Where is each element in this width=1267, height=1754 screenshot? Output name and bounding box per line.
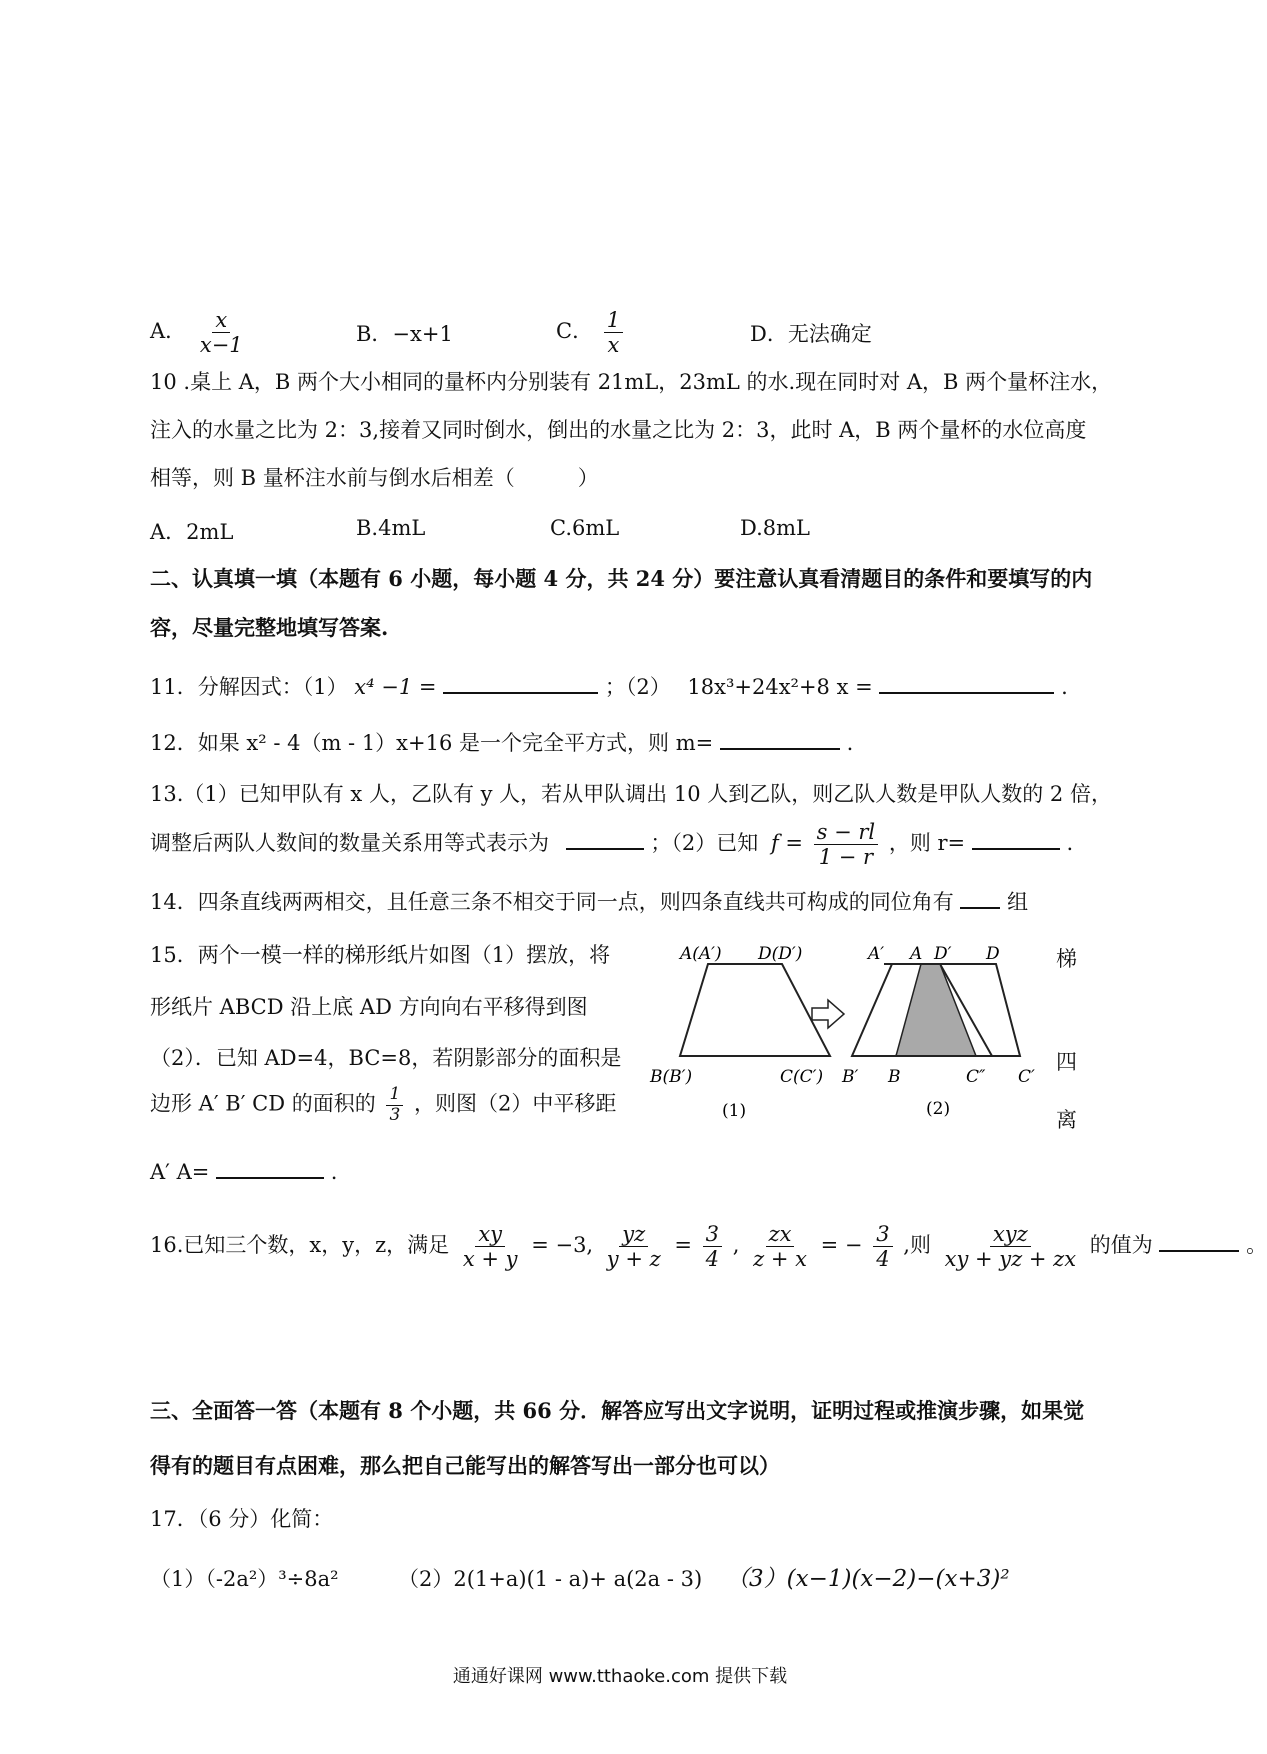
q13-line2c: ，则 r=: [888, 831, 966, 856]
q13-line2a: 调整后两队人数间的数量关系用等式表示为: [150, 831, 549, 856]
q17-part-3: （3）(x−1)(x−2)−(x+3)²: [726, 1566, 1010, 1592]
q15-line4b: ，则图（2）中平移距: [413, 1091, 617, 1116]
section3-heading-line2: 得有的题目有点困难，那么把自己能写出的解答写出一部分也可以）: [150, 1453, 780, 1478]
fig2-label-b: B: [888, 1067, 901, 1087]
q13-f-denominator: 1 − r: [818, 845, 874, 870]
fig2-label-b-prime: B′: [842, 1067, 859, 1087]
q16-tail: 的值为: [1089, 1233, 1153, 1258]
q16-frac-neg-three-quarters: [873, 1222, 892, 1271]
q16-f1-num: xy: [475, 1222, 505, 1247]
section3-heading-line1: 三、全面答一答（本题有 8 个小题，共 66 分．解答应写出文字说明，证明过程或推演步骤，如果觉: [150, 1398, 1085, 1423]
q13-blank-2[interactable]: [972, 828, 1060, 850]
fig1-label-c: C(C′): [780, 1067, 824, 1087]
trapezoid-figure: [640, 938, 1060, 1128]
fig1-label-a: A(A′): [680, 944, 722, 964]
q16-then: ,则: [903, 1233, 931, 1258]
q11-expr2: 18x³+24x²+8 x =: [687, 675, 873, 699]
q12-end: .: [846, 731, 854, 755]
q15-blank[interactable]: [216, 1157, 324, 1179]
q16-f2-num: yz: [619, 1222, 648, 1247]
fig1-caption: (1): [722, 1101, 747, 1121]
q16-f4-num: zx: [766, 1222, 795, 1247]
q13-line2b: ；（2）已知: [650, 831, 759, 856]
q16-f6-den: xy + yz + zx: [944, 1247, 1077, 1272]
q17-part-2: （2）2(1+a)(1 - a)+ a(2a - 3): [398, 1567, 703, 1591]
q11-blank-1[interactable]: [443, 672, 598, 694]
q16-frac-xy: [460, 1222, 521, 1271]
q14-text: 14．四条直线两两相交，且任意三条不相交于同一点，则四条直线共可构成的同位角有: [150, 890, 954, 914]
q16-f5-den: 4: [876, 1247, 890, 1272]
q15-line-2: 形纸片 ABCD 沿上底 AD 方向向右平移得到图: [150, 995, 588, 1019]
q16-end: 。: [1246, 1233, 1267, 1258]
q9-a-label: A．: [150, 319, 187, 344]
q12-text: 12．如果 x² - 4（m - 1）x+16 是一个完全平方式，则 m=: [150, 731, 714, 755]
q13-end: .: [1066, 831, 1074, 856]
q9-c-numerator: 1: [604, 308, 623, 333]
q16-f6-num: xyz: [990, 1222, 1031, 1247]
fig1-label-b: B(B′): [650, 1067, 693, 1087]
q16-eq2: =: [674, 1233, 692, 1258]
q16: [150, 1222, 1267, 1271]
fig2-shaded-region: [896, 964, 976, 1056]
q11-label: 11．分解因式：（1）: [150, 675, 348, 699]
q16-text: 16.已知三个数，x，y，z，满足: [150, 1233, 450, 1258]
q9-option-a: [150, 308, 250, 358]
fig1-label-d: D(D′): [758, 944, 803, 964]
q11-blank-2[interactable]: [879, 672, 1054, 694]
q14-end: 组: [1007, 890, 1029, 914]
q14-blank[interactable]: [960, 887, 1000, 909]
q15-line-3: （2）．已知 AD=4，BC=8，若阴影部分的面积是: [150, 1046, 622, 1070]
q17-part-1: （1）（-2a²）³÷8a²: [150, 1567, 339, 1591]
q10-option-d: D.8mL: [740, 516, 810, 540]
section2-heading-line1: 二、认真填一填（本题有 6 小题，每小题 4 分，共 24 分）要注意认真看清题目的条件和要填写的内: [150, 566, 1093, 591]
q15-frac-numerator: 1: [386, 1085, 403, 1106]
fig2-label-a-prime: A′: [868, 944, 885, 964]
q13-f-label: f =: [770, 831, 803, 856]
q9-option-b: B．−x+1: [356, 322, 453, 346]
q9-c-fraction: [604, 308, 623, 357]
q9-c-denominator: x: [607, 333, 620, 358]
q10-option-c: C.6mL: [550, 516, 620, 540]
q9-a-denominator: x−1: [199, 333, 243, 358]
q9-a-numerator: x: [212, 308, 230, 333]
q11: [150, 672, 1068, 700]
q16-frac-three-quarters: [703, 1222, 722, 1271]
q15-frac-denominator: 3: [389, 1104, 401, 1125]
fig2-label-d: D: [986, 944, 1000, 964]
fig1-trapezoid: [680, 964, 830, 1056]
q16-f3-num: 3: [703, 1222, 722, 1247]
q16-f2-den: y + z: [606, 1247, 661, 1272]
q16-frac-zx: [750, 1222, 810, 1271]
q15-line-4-tail: 离: [1056, 1108, 1077, 1132]
q12: [150, 728, 853, 756]
q15-line-1: 15．两个一模一样的梯形纸片如图（1）摆放，将: [150, 943, 611, 967]
q10-option-a: A．2mL: [150, 520, 234, 544]
q10-line-3: 相等，则 B 量杯注水前与倒水后相差（ ）: [150, 466, 599, 490]
fig2-label-c-double-prime: C″: [966, 1067, 986, 1087]
q11-end: .: [1061, 675, 1068, 699]
right-arrow-icon: [812, 1000, 844, 1028]
q16-f4-den: z + x: [753, 1247, 807, 1272]
fig2-caption: (2): [926, 1099, 951, 1119]
q16-frac-xyz: [942, 1222, 1079, 1271]
q16-blank[interactable]: [1159, 1230, 1239, 1252]
q10-option-b: B.4mL: [356, 516, 426, 540]
q16-f1-den: x + y: [462, 1247, 518, 1272]
q16-v1: = −3,: [531, 1233, 594, 1258]
page-footer: 通通好课网 www.tthaoke.com 提供下载: [452, 1666, 788, 1687]
q14: [150, 887, 1028, 915]
q17-title: 17．（6 分）化简：: [150, 1507, 334, 1531]
q15-line5-label: A′ A=: [150, 1160, 210, 1184]
q15-line-4: [150, 1085, 616, 1125]
q15-end: .: [330, 1160, 338, 1184]
q9-c-label: C．: [556, 319, 594, 344]
q13-line-2: [150, 820, 1073, 869]
q11-expr1: x⁴ −1 =: [354, 675, 437, 699]
q15-line-1-tail: 梯: [1056, 947, 1077, 971]
q11-mid: ；（2）: [604, 675, 671, 699]
q15-one-third: [386, 1085, 403, 1125]
q13-line-1: 13.（1）已知甲队有 x 人，乙队有 y 人，若从甲队调出 10 人到乙队，则乙队人数是甲队人数的 2 倍，: [150, 782, 1112, 806]
q9-option-d: D．无法确定: [750, 322, 872, 346]
fig2-label-d-prime: D′: [934, 944, 952, 964]
q16-comma: ,: [732, 1233, 740, 1258]
q13-f-fraction: [814, 820, 878, 869]
q10-line-1: 10 .桌上 A，B 两个大小相同的量杯内分别装有 21mL，23mL 的水.现在同时对 A，B 两个量杯注水，: [150, 370, 1113, 394]
q15-line-5: [150, 1157, 337, 1185]
q13-f-numerator: s − rl: [814, 820, 878, 845]
q16-f5-num: 3: [873, 1222, 892, 1247]
q16-f3-den: 4: [705, 1247, 720, 1272]
q9-a-fraction: [197, 308, 246, 357]
q13-blank-1[interactable]: [566, 828, 644, 850]
q15-line-3-tail: 四: [1056, 1050, 1077, 1074]
fig2-label-c-prime: C′: [1018, 1067, 1035, 1087]
section2-heading-line2: 容，尽量完整地填写答案.: [150, 615, 389, 640]
q16-frac-yz: [604, 1222, 664, 1271]
fig2-label-a: A: [910, 944, 923, 964]
q9-options: [150, 308, 250, 357]
q10-line-2: 注入的水量之比为 2：3,接着又同时倒水，倒出的水量之比为 2：3，此时 A，B 两个量杯的水位高度: [150, 418, 1087, 442]
q9-option-c: [556, 308, 627, 357]
q16-eq4: = −: [820, 1233, 863, 1258]
q12-blank[interactable]: [720, 728, 840, 750]
q15-line4a: 边形 A′ B′ CD 的面积的: [150, 1091, 376, 1116]
